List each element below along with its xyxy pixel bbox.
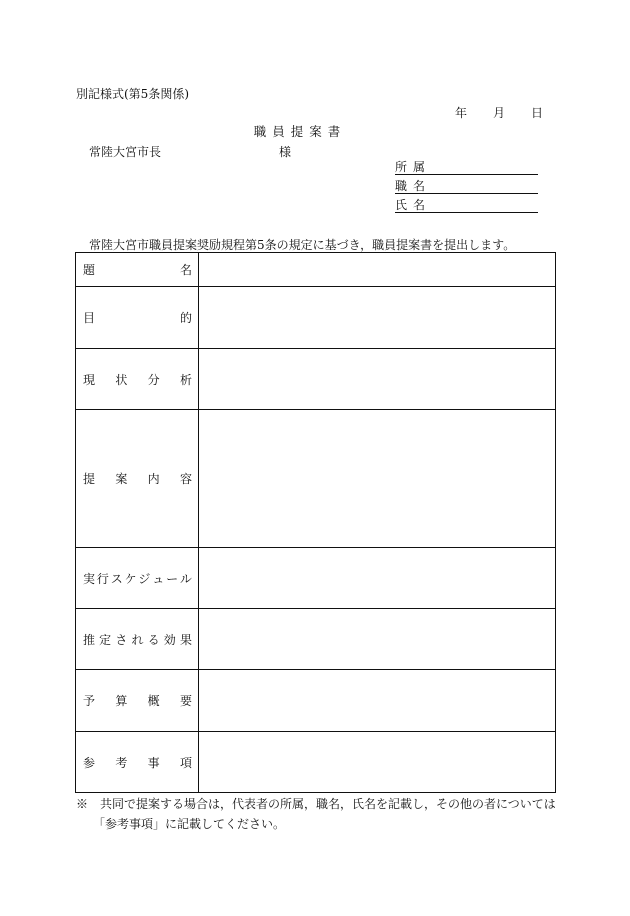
form-label: 別記様式(第5条関係) bbox=[76, 87, 189, 101]
label-char: 算 bbox=[115, 694, 128, 708]
label-char: 容 bbox=[179, 472, 192, 486]
label-char: 要 bbox=[179, 694, 192, 708]
label-char: 内 bbox=[147, 472, 160, 486]
label-char: 分 bbox=[147, 372, 160, 387]
label-char: 概 bbox=[147, 694, 160, 708]
label-char: ス bbox=[110, 571, 123, 586]
label-char: 提 bbox=[83, 472, 96, 486]
label-text bbox=[83, 261, 192, 278]
position-label: 職名 bbox=[395, 179, 432, 193]
label-char: 実 bbox=[83, 571, 96, 586]
label-text bbox=[83, 692, 192, 709]
position-field[interactable] bbox=[395, 177, 538, 194]
label-char: 推 bbox=[83, 632, 96, 647]
label-char: 事 bbox=[147, 755, 160, 770]
row-label-reference bbox=[76, 732, 199, 793]
reference-input-cell[interactable] bbox=[199, 732, 556, 793]
name-field[interactable] bbox=[395, 196, 538, 213]
label-char: 予 bbox=[83, 694, 96, 708]
label-char: 析 bbox=[179, 372, 192, 387]
affiliation-label: 所属 bbox=[395, 160, 432, 174]
label-char: ジ bbox=[138, 571, 151, 586]
label-char: 行 bbox=[96, 571, 109, 586]
label-char: 果 bbox=[179, 632, 192, 647]
label-text bbox=[83, 371, 192, 388]
note-line-2: 「参考事項」に記載してください。 bbox=[93, 817, 286, 831]
label-char: 効 bbox=[163, 632, 176, 647]
label-char: 案 bbox=[115, 472, 128, 486]
note-line-1: ※ 共同で提案する場合は，代表者の所属，職名，氏名を記載し，その他の者については bbox=[76, 797, 556, 811]
label-char: れ bbox=[131, 632, 144, 647]
label-char: 現 bbox=[83, 372, 96, 387]
year-label: 年 bbox=[455, 106, 468, 120]
schedule-input-cell[interactable] bbox=[199, 548, 556, 609]
day-label: 日 bbox=[530, 106, 543, 120]
effect-input-cell[interactable] bbox=[199, 609, 556, 670]
document-title: 職員提案書 bbox=[253, 124, 347, 139]
purpose-input-cell[interactable] bbox=[199, 287, 556, 349]
label-text bbox=[83, 754, 192, 771]
label-char: 題 bbox=[83, 263, 96, 277]
row-label-effect bbox=[76, 609, 199, 670]
label-char: ル bbox=[179, 571, 192, 586]
label-char: ュ bbox=[152, 571, 165, 586]
row-label-title bbox=[76, 253, 199, 287]
label-text bbox=[83, 309, 192, 326]
label-char: 名 bbox=[179, 263, 192, 277]
label-text bbox=[83, 470, 192, 487]
label-char: る bbox=[147, 632, 160, 647]
row-label-budget bbox=[76, 670, 199, 732]
label-char: さ bbox=[115, 632, 128, 647]
statement: 常陸大宮市職員提案奨励規程第5条の規定に基づき，職員提案書を提出します。 bbox=[89, 238, 516, 252]
label-char: 参 bbox=[83, 755, 96, 770]
row-label-content bbox=[76, 410, 199, 548]
label-text bbox=[83, 631, 192, 648]
label-char: 的 bbox=[179, 311, 192, 325]
label-text bbox=[83, 570, 192, 587]
label-char: 定 bbox=[99, 632, 112, 647]
name-label: 氏名 bbox=[395, 198, 432, 212]
label-char: 考 bbox=[115, 755, 128, 770]
content-input-cell[interactable] bbox=[199, 410, 556, 548]
honorific: 様 bbox=[279, 145, 292, 159]
row-label-schedule bbox=[76, 548, 199, 609]
addressee: 常陸大宮市長 bbox=[89, 145, 162, 159]
month-label: 月 bbox=[492, 106, 505, 120]
label-char: ー bbox=[166, 571, 179, 586]
row-label-purpose bbox=[76, 287, 199, 349]
affiliation-field[interactable] bbox=[395, 158, 538, 175]
date-row bbox=[455, 104, 543, 121]
label-char: 項 bbox=[179, 755, 192, 770]
label-char: 状 bbox=[115, 372, 128, 387]
label-char: 目 bbox=[83, 311, 96, 325]
title-input-cell[interactable] bbox=[199, 253, 556, 287]
row-label-analysis bbox=[76, 349, 199, 410]
label-char: ケ bbox=[124, 571, 137, 586]
proposal-table bbox=[75, 252, 556, 793]
budget-input-cell[interactable] bbox=[199, 670, 556, 732]
analysis-input-cell[interactable] bbox=[199, 349, 556, 410]
